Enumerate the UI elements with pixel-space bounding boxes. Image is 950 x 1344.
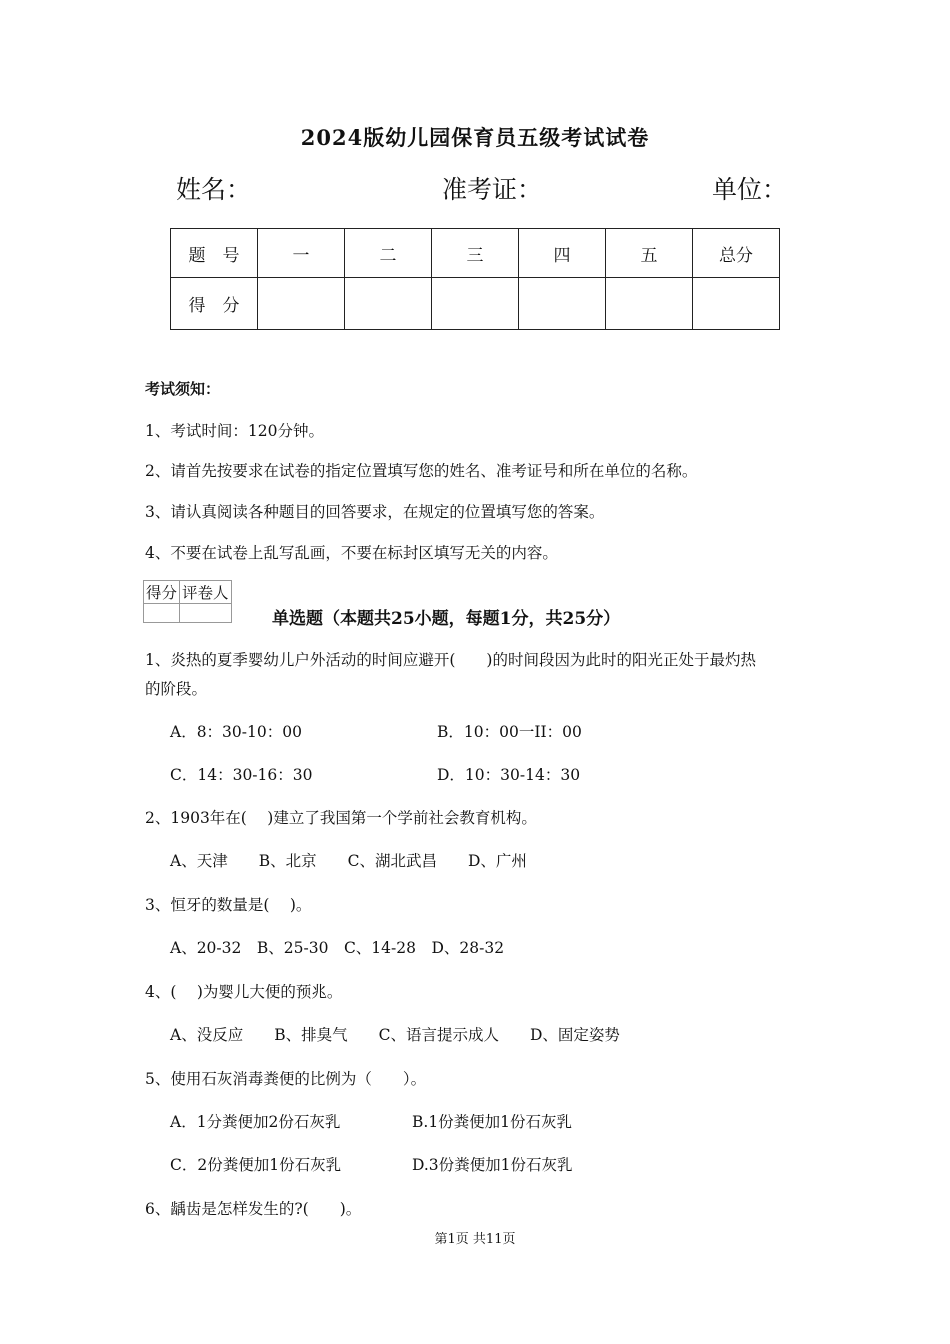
score-cell[interactable] (345, 278, 432, 330)
score-header-cell: 五 (606, 229, 693, 278)
question-1-option-d: D．10：30-14：30 (437, 766, 581, 784)
score-header-cell: 三 (432, 229, 519, 278)
name-label: 姓名： (176, 175, 252, 204)
question-1-stem-cont: 的阶段。 (145, 680, 208, 698)
question-5-option-b: B.1份粪便加1份石灰乳 (412, 1113, 573, 1131)
score-header-cell: 二 (345, 229, 432, 278)
score-table (170, 228, 780, 330)
score-header-cell: 四 (519, 229, 606, 278)
question-4-stem: 4、( )为婴儿大便的预兆。 (145, 983, 343, 1001)
notice-heading: 考试须知： (145, 380, 221, 398)
notice-item: 3、请认真阅读各种题目的回答要求，在规定的位置填写您的答案。 (145, 503, 605, 521)
notice-item: 1、考试时间：120分钟。 (145, 422, 324, 440)
grader-score-cell[interactable] (144, 604, 180, 623)
score-cell[interactable] (519, 278, 606, 330)
question-5-stem: 5、使用石灰消毒粪便的比例为（ ）。 (145, 1070, 427, 1088)
exam-id-label: 准考证： (442, 175, 543, 204)
grader-box (143, 580, 232, 623)
question-1-option-b: B．10：00一II：00 (437, 723, 582, 741)
notice-item: 2、请首先按要求在试卷的指定位置填写您的姓名、准考证号和所在单位的名称。 (145, 462, 698, 480)
question-1-stem: 1、炎热的夏季婴幼儿户外活动的时间应避开( )的时间段因为此时的阳光正处于最灼热 (145, 651, 756, 669)
question-3-stem: 3、恒牙的数量是( )。 (145, 896, 312, 914)
page-title: 2024版幼儿园保育员五级考试试卷 (300, 125, 650, 150)
score-cell[interactable] (606, 278, 693, 330)
score-cell[interactable] (693, 278, 780, 330)
score-cell[interactable] (432, 278, 519, 330)
grader-score-label: 得分 (144, 581, 180, 604)
score-table-score-row (171, 278, 780, 330)
score-row-label: 得 分 (171, 278, 258, 330)
notice-item: 4、不要在试卷上乱写乱画，不要在标封区填写无关的内容。 (145, 544, 558, 562)
score-header-cell: 一 (258, 229, 345, 278)
score-header-cell: 总分 (693, 229, 780, 278)
section-title: 单选题（本题共25小题，每题1分，共25分） (272, 609, 621, 629)
grader-reviewer-cell[interactable] (180, 604, 232, 623)
question-2-options: A、天津 B、北京 C、湖北武昌 D、广州 (170, 852, 527, 870)
page-footer: 第1页 共11页 (434, 1232, 516, 1247)
question-5-option-a: A．1分粪便加2份石灰乳 (170, 1113, 341, 1131)
question-5-option-c: C．2份粪便加1份石灰乳 (170, 1156, 342, 1174)
question-2-stem: 2、1903年在( )建立了我国第一个学前社会教育机构。 (145, 809, 537, 827)
score-table-header-row (171, 229, 780, 278)
question-1-option-a: A．8：30-10：00 (170, 723, 302, 741)
question-5-option-d: D.3份粪便加1份石灰乳 (412, 1156, 573, 1174)
unit-label: 单位： (712, 175, 788, 204)
question-4-options: A、没反应 B、排臭气 C、语言提示成人 D、固定姿势 (170, 1026, 620, 1044)
score-header-cell: 题 号 (171, 229, 258, 278)
grader-reviewer-label: 评卷人 (180, 581, 232, 604)
question-1-option-c: C．14：30-16：30 (170, 766, 313, 784)
score-cell[interactable] (258, 278, 345, 330)
question-6-stem: 6、龋齿是怎样发生的?( )。 (145, 1200, 362, 1218)
question-3-options: A、20-32 B、25-30 C、14-28 D、28-32 (170, 939, 505, 957)
